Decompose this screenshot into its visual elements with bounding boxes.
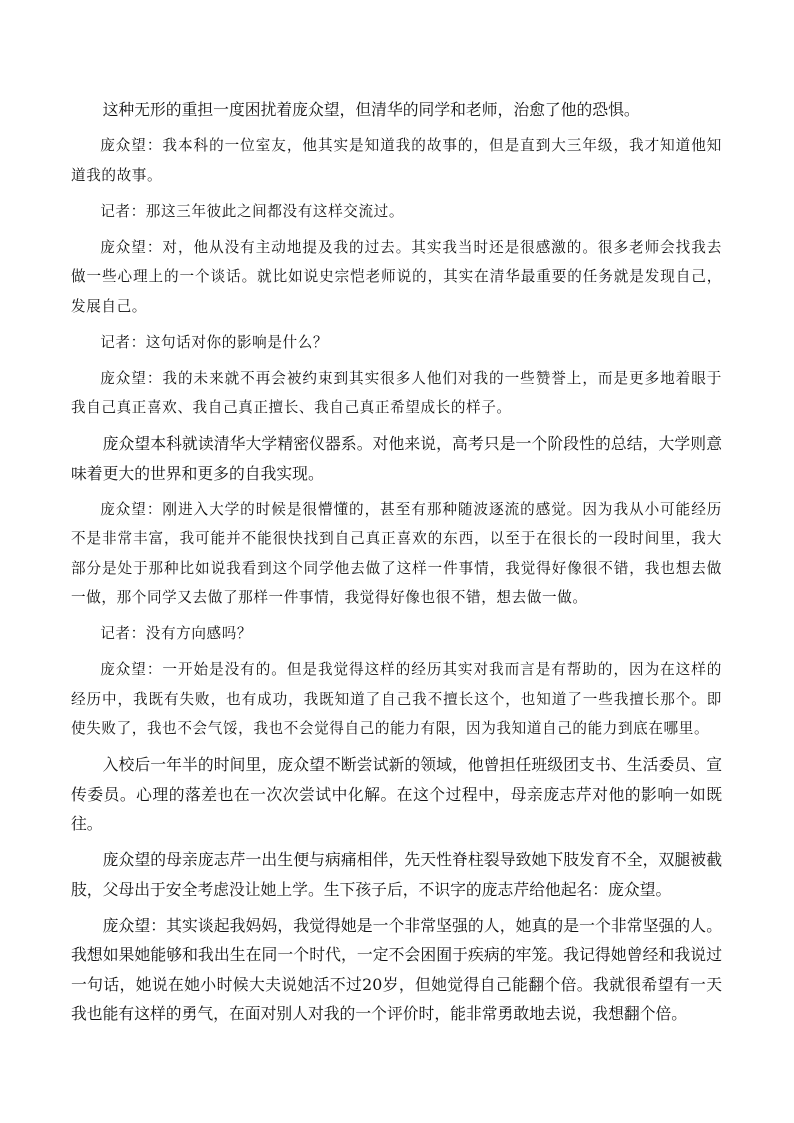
- paragraph-3: 记者：那这三年彼此之间都没有这样交流过。: [100, 202, 405, 220]
- paragraph-13: 庞众望：其实谈起我妈妈，我觉得她是一个非常坚强的人，她真的是一个非常坚强的人。我想如果她能够和我出生在同一个时代，一定不会困囿于疾病的牢笼。我记得她曾经和我说过一句话，她说在她小时候大夫说她活不过20岁，但她觉得自己能翻个倍。我就很希望有一天我也能有这样的勇气，在面对别人对我的一个评价时，能非常勇敢地去说，我想翻个倍。: [71, 915, 722, 1023]
- paragraph-2: 庞众望：我本科的一位室友，他其实是知道我的故事的，但是直到大三年级，我才知道他知道我的故事。: [71, 137, 722, 184]
- paragraph-11: 入校后一年半的时间里，庞众望不断尝试新的领域，他曾担任班级团支书、生活委员、宣传委员。心理的落差也在一次次尝试中化解。在这个过程中，母亲庞志芹对他的影响一如既往。: [71, 755, 722, 833]
- paragraph-8: 庞众望：刚进入大学的时候是很懵懂的，甚至有那种随波逐流的感觉。因为我从小可能经历不是非常丰富，我可能并不能很快找到自己真正喜欢的东西，以至于在很长的一段时间里，我大部分是处于那种比如说我看到这个同学他去做了这样一件事情，我觉得好像很不错，我也想去做一做，那个同学又去做了那样一件事情，我觉得好像也很不错，想去做一做。: [71, 500, 722, 606]
- paragraph-1: 这种无形的重担一度困扰着庞众望，但清华的同学和老师，治愈了他的恐惧。: [102, 100, 640, 119]
- paragraph-12: 庞众望的母亲庞志芹一出生便与病痛相伴，先天性脊柱裂导致她下肢发育不全，双腿被截肢，父母出于安全考虑没让她上学。生下孩子后，不识字的庞志芹给他起名：庞众望。: [71, 850, 722, 899]
- paragraph-7: 庞众望本科就读清华大学精密仪器系。对他来说，高考只是一个阶段性的总结，大学则意味着更大的世界和更多的自我实现。: [71, 434, 722, 483]
- article-body: [71, 95, 722, 1035]
- paragraph-10: 庞众望：一开始是没有的。但是我觉得这样的经历其实对我而言是有帮助的，因为在这样的经历中，我既有失败，也有成功，我既知道了自己我不擅长这个，也知道了一些我擅长那个。即使失败了，我也不会气馁，我也不会觉得自己的能力有限，因为我知道自己的能力到底在哪里。: [71, 661, 722, 737]
- paragraph-4: 庞众望：对，他从没有主动地提及我的过去。其实我当时还是很感激的。很多老师会找我去做一些心理上的一个谈话。就比如说史宗恺老师说的，其实在清华最重要的任务就是发现自己，发展自己。: [71, 238, 722, 315]
- paragraph-9: 记者：没有方向感吗？: [100, 625, 253, 642]
- paragraph-6: 庞众望：我的未来就不再会被约束到其实很多人他们对我的一些赞誉上，而是更多地着眼于我自己真正喜欢、我自己真正擅长、我自己真正希望成长的样子。: [71, 369, 722, 416]
- paragraph-5: 记者：这句话对你的影响是什么？: [100, 333, 329, 351]
